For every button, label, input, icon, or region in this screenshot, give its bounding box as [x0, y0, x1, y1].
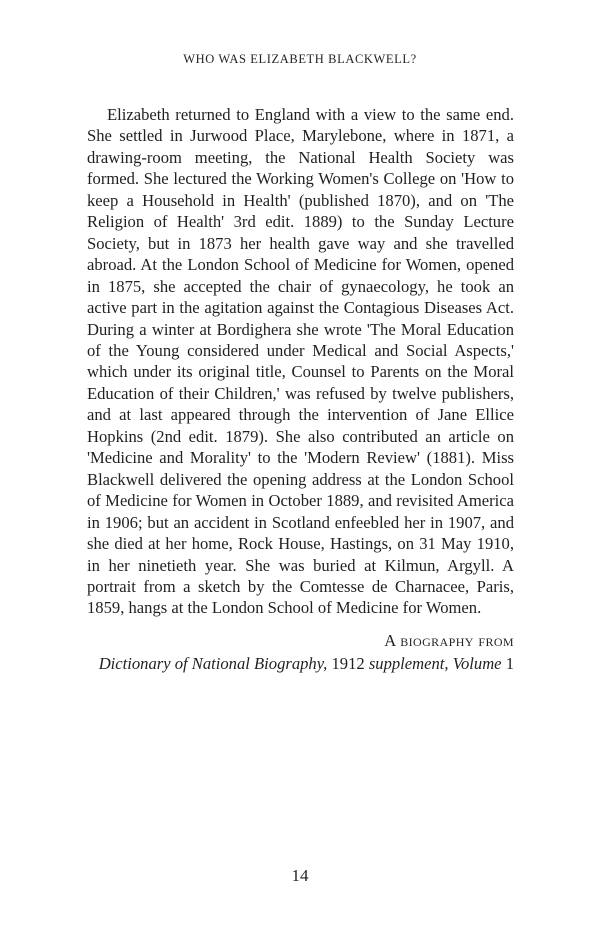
body-paragraph: Elizabeth returned to England with a view to the same end. She settled in Jurwood Place, Marylebone, where in 1871, a drawing-room meeting, the National Health Society was formed. She lectured the Working Women's College on 'How to keep a Household in Health' (published 1870), and on 'The Religion of Health' 3rd edit. 1889) to the Sunday Lecture Society, but in 1873 her health gave way and she travelled abroad. At the London School of Medicine for Women, opened in 1875, she accepted the chair of gynaecology, he took an active part in the agitation against the Contagious Diseases Act. During a winter at Bordighera she wrote 'The Moral Education of the Young considered under Medical and Social Aspects,' which under its original title, Counsel to Parents on the Moral Education of their Children,' was refused by twelve publishers, and at last appeared through the intervention of Jane Ellice Hopkins (2nd edit. 1879). She also contributed an article on 'Medicine and Morality' to the 'Modern Review' (1881). Miss Blackwell delivered the opening address at the London School of Medicine for Women in October 1889, and revisited America in 1906; but an accident in Scotland enfeebled her in 1907, and she died at her home, Rock House, Hastings, on 31 May 1910, in her ninetieth year. She was buried at Kilmun, Argyll. A portrait from a sketch by the Comtesse de Charnacee, Paris, 1859, hangs at the London School of Medicine for Women. — [87, 105, 514, 618]
source-volume: 1 — [501, 654, 514, 673]
attribution — [87, 629, 514, 675]
attribution-label: A biography from — [384, 631, 514, 650]
source-year: 1912 — [327, 654, 369, 673]
source-title: Dictionary of National Biography, — [98, 654, 328, 673]
page-number: 14 — [291, 866, 309, 885]
source-supplement: supplement, Volume — [368, 654, 502, 673]
attribution-source — [87, 652, 514, 675]
running-head: WHO WAS ELIZABETH BLACKWELL? — [183, 52, 417, 66]
